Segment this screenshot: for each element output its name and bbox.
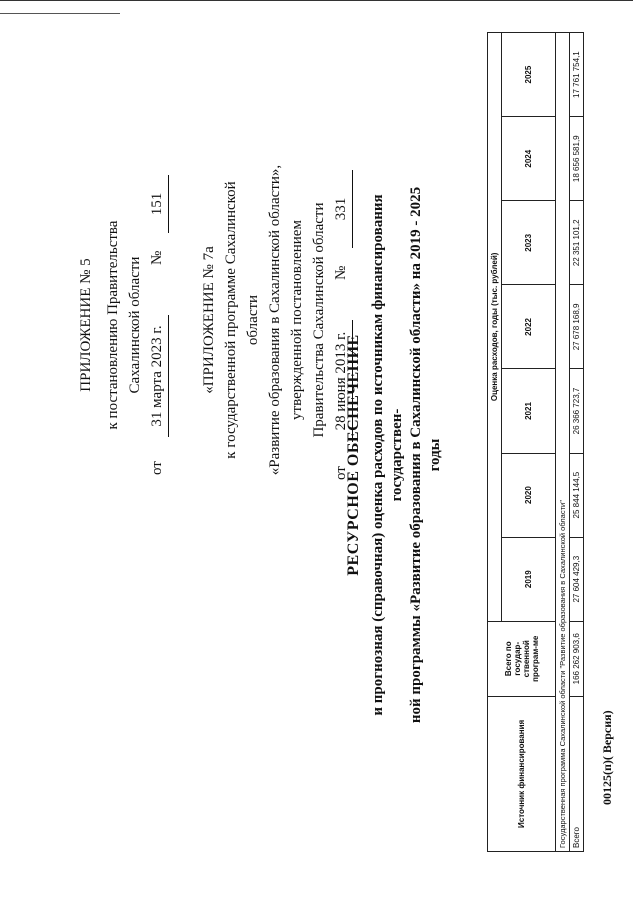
table-row-program [556,33,570,852]
table-header-row-1 [488,33,502,852]
prev-annex-number: 331 [330,170,353,248]
annex-number: 151 [146,175,169,233]
table-cell: 27 604 429,3 [570,537,584,621]
prev-annex-line-3: утвержденной постановлением [289,220,305,420]
total-row-sum: 166 262 903,6 [570,621,584,696]
number-sign: № [149,250,165,265]
header-year: 2019 [502,537,556,621]
header-year: 2022 [502,285,556,369]
header-years-group: Оценка расходов, годы (тыс. рублей) [488,33,502,622]
table-cell: 25 844 144,5 [570,453,584,537]
document-title-block [345,175,445,735]
prev-annex-header [198,160,352,480]
total-row-label: Всего [570,696,584,851]
footer-version-code: 00125(п)( Версия) [600,710,614,805]
prev-annex-line-4: Правительства Сахалинской области [311,202,327,438]
annex-line-2: Сахалинской области [127,256,143,394]
prev-annex-date: 28 июня 2013 г. [330,320,353,442]
annex-line-1: к постановлению Правительства [105,220,121,430]
table-cell: 18 656 581,9 [570,117,584,201]
annex-date-line [146,175,168,475]
table-row-total [570,33,584,852]
header-year: 2020 [502,453,556,537]
prev-from-label: от [333,466,349,480]
header-total: Всего по государ-ственной програм-ме [488,621,556,696]
table-cell: 27 678 168,9 [570,285,584,369]
annex-date: 31 марта 2023 г. [146,315,169,437]
table-cell: 17 761 754,1 [570,33,584,117]
header-source: Источник финансирования [488,696,556,851]
annex-title: ПРИЛОЖЕНИЕ № 5 [78,258,94,392]
header-year: 2025 [502,33,556,117]
prev-number-sign: № [333,265,349,280]
prev-annex-title: «ПРИЛОЖЕНИЕ № 7а [201,246,217,394]
annex-header [75,175,168,475]
header-year: 2021 [502,369,556,453]
program-row-label: Государственная программа Сахалинской области "Развитие образования в Сахалинской области" [556,33,570,852]
financing-table [487,32,584,852]
document-subtitle-1: и прогнозная (справочная) оценка расходов по источникам финансирования государствен- [370,194,405,716]
from-label: от [149,461,165,475]
table-cell: 26 366 723,7 [570,369,584,453]
document-title: РЕСУРСНОЕ ОБЕСПЕЧЕНИЕ [345,334,362,576]
document-subtitle-2: ной программы «Развитие образования в Сахалинской области» на 2019 - 2025 годы [408,186,443,724]
prev-annex-line-2: «Развитие образования в Сахалинской области», [267,164,283,476]
table-cell: 22 351 101,2 [570,201,584,285]
prev-annex-line-1: к государственной программе Сахалинской области [223,181,261,459]
header-year: 2023 [502,201,556,285]
header-year: 2024 [502,117,556,201]
